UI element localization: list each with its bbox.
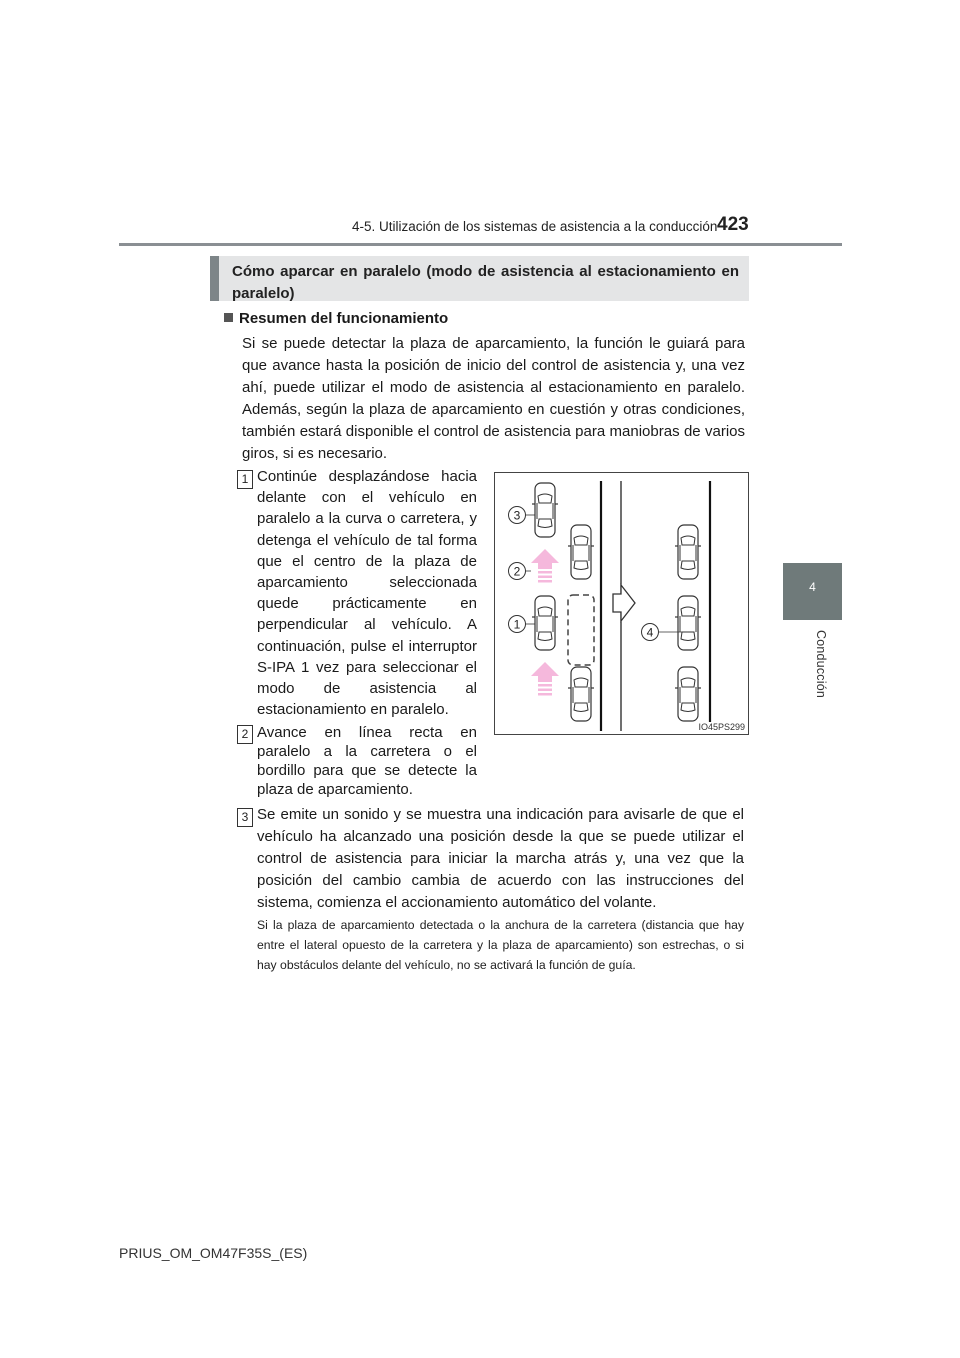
header-rule — [119, 243, 842, 246]
forward-arrow-icon-lower — [531, 662, 559, 696]
callout-2 — [509, 563, 526, 580]
running-header: 4-5. Utilización de los sistemas de asistencia a la conducción — [352, 219, 718, 234]
figure-code: IO45PS299 — [698, 722, 745, 732]
parking-space-outline — [568, 595, 594, 665]
car-position-3 — [532, 483, 558, 537]
svg-text:3: 3 — [513, 508, 521, 523]
intro-paragraph: Si se puede detectar la plaza de aparcamiento, la función le guiará para que avance hasta la posición de inicio del control de asistencia y, una vez ahí, puede utilizar el modo de asistencia al estacionamiento en paralelo. Además, según la plaza de aparcamiento en cuestión y otras condiciones, también estará disponible el control de asistencia para maniobras de varios giros, si es necesario. — [242, 335, 745, 462]
result-car-front — [675, 525, 701, 579]
section-title: Cómo aparcar en paralelo (modo de asistencia al estacionamiento en paralelo) — [210, 256, 749, 301]
callout-3 — [509, 507, 526, 524]
callout-4 — [642, 624, 659, 641]
subheading-text: Resumen del funcionamiento — [239, 310, 449, 327]
step-3-text: Se emite un sonido y se muestra una indicación para avisarle de que el vehículo ha alcanzado una posición desde la que se puede utilizar el control de asistencia para iniciar la marcha atrás y, una vez que la posición del cambio cambia de acuerdo con las instrucciones del sistema, comienza el accionamiento automático del volante. — [257, 806, 744, 911]
result-car-parked — [675, 596, 701, 650]
step-number-3: 3 — [237, 808, 253, 827]
parked-car-front — [568, 525, 594, 579]
car-position-1 — [532, 596, 558, 650]
square-bullet-icon — [224, 313, 233, 322]
chapter-number: 4 — [809, 580, 816, 594]
step-number-1: 1 — [237, 470, 253, 489]
callout-1 — [509, 616, 526, 633]
parked-car-rear — [568, 667, 594, 721]
step-1-text: Continúe desplazándose hacia delante con el vehículo en paralelo a la curva o carretera, y detenga el vehículo de tal forma que el centro de la plaza de aparcamiento seleccionada quede prácticamente en perpendicular al vehículo. A continuación, pulse el interruptor S-IPA 1 vez para seleccionar el modo de asistencia al estacionamiento en paralelo. — [257, 468, 477, 719]
parking-diagram-svg — [495, 473, 748, 734]
transition-arrow-icon — [613, 585, 635, 621]
svg-text:4: 4 — [646, 625, 654, 640]
chapter-label: Conducción — [814, 630, 828, 699]
parking-diagram — [494, 472, 749, 735]
svg-text:1: 1 — [513, 617, 521, 632]
page-number: 423 — [717, 214, 749, 235]
forward-arrow-icon — [531, 549, 559, 583]
footer-code: PRIUS_OM_OM47F35S_(ES) — [119, 1245, 308, 1261]
step-2-text: Avance en línea recta en paralelo a la carretera o el bordillo para que se detecte la plaza de aparcamiento. — [257, 724, 477, 798]
svg-text:2: 2 — [513, 564, 521, 579]
subheading — [224, 310, 448, 327]
note-paragraph: Si la plaza de aparcamiento detectada o la anchura de la carretera (distancia que hay entre el lateral opuesto de la carretera y la plaza de aparcamiento) son estrechas, o si hay obstáculos delante del vehículo, no se activará la función de guía. — [257, 918, 744, 972]
chapter-tab — [783, 563, 842, 620]
result-car-rear — [675, 667, 701, 721]
step-number-2: 2 — [237, 725, 253, 744]
